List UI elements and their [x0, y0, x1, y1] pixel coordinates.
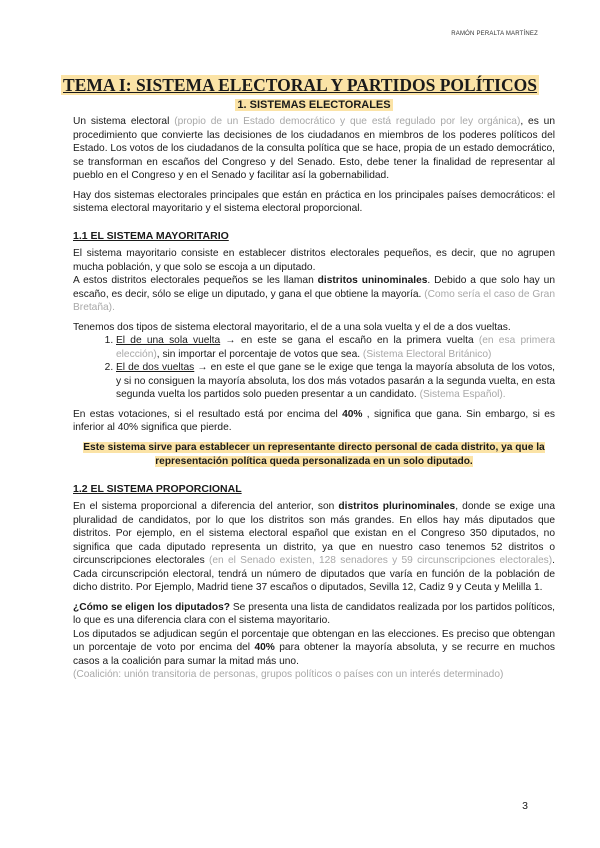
list-item-title: El de dos vueltas — [116, 362, 195, 373]
gray-note: (Sistema Español). — [419, 389, 506, 400]
text-run: , sin importar el porcentaje de votos que sea. — [156, 348, 363, 360]
bold-term: distritos uninominales — [317, 275, 428, 286]
text-run: En el sistema proporcional a diferencia del anterior, son — [73, 501, 339, 512]
highlight-summary — [77, 441, 551, 469]
list-item — [116, 361, 555, 402]
section-heading-1-1: 1.1 EL SISTEMA MAYORITARIO — [73, 229, 229, 242]
bold-question: ¿Cómo se eligen los diputados? — [73, 601, 230, 613]
paragraph-mayoritario-1: El sistema mayoritario consiste en establecer distritos electorales pequeños, es decir, que no agrupen mucha población, y que solo se escoja a un diputado. — [73, 248, 555, 273]
list-item — [116, 334, 555, 361]
bold-term: distritos plurinominales — [338, 501, 456, 512]
document-body — [73, 98, 555, 688]
text-run: En estas votaciones, si el resultado está por encima del — [73, 408, 343, 420]
text-run: Los diputados se adjudican según el porcentaje que obtengan en las elecciones. Es preciso que obtengan un porcentaje de voto por encima del — [73, 628, 555, 653]
gray-note: (en esa primera elección) — [116, 335, 555, 360]
gray-note: (propio de un Estado democrático y que está regulado por ley orgánica) — [174, 116, 521, 127]
section-heading-1 — [73, 98, 555, 112]
page-title-text: TEMA I: SISTEMA ELECTORAL Y PARTIDOS POLÍTICOS — [63, 75, 537, 95]
header-author: RAMÓN PERALTA MARTÍNEZ — [451, 31, 538, 37]
text-run: → en este se gana el escaño en la primera vuelta — [220, 335, 479, 346]
bold-term: 40% — [254, 642, 275, 653]
section-heading-1-2: 1.2 EL SISTEMA PROPORCIONAL — [73, 482, 242, 495]
gray-note: (Sistema Electoral Británico) — [362, 348, 492, 360]
text-run: Un sistema electoral — [73, 116, 175, 127]
gray-note: (en el Senado existen, 128 senadores y 59 circunscripciones electorales) — [208, 555, 553, 566]
paragraph-types: Hay dos sistemas electorales principales que están en práctica en los principales países democráticos: el sistema electoral mayoritario y el sistema electoral proporcional. — [73, 189, 555, 214]
text-run: A estos distritos electorales pequeños se les llaman — [73, 275, 318, 286]
paragraph-proporcional-3 — [73, 628, 555, 669]
paragraph-coalicion-note: (Coalición: unión transitoria de personas, grupos políticos o países con un interés determinado) — [73, 669, 504, 680]
gray-note: (Como sería el caso de Gran Bretaña). — [73, 288, 555, 313]
list-item-title: El de una sola vuelta — [116, 335, 221, 346]
paragraph-mayoritario-3: Tenemos dos tipos de sistema electoral mayoritario, el de a una sola vuelta y el de a dos vueltas. — [73, 321, 511, 333]
text-run: , donde se exige una pluralidad de candidatos, por lo que los distritos son más grandes. En ellos hay más diputados que distritos. Por ejemplo, en el sistema electoral español que existan en el Congreso 350 diputados, no significa que cada diputado representa un distrito, ya que en nuestro caso tenemos 52 distritos o circunscripciones electorales — [73, 501, 556, 566]
paragraph-mayoritario-4 — [73, 408, 555, 435]
text-run: , es un procedimiento que convierte las decisiones de los ciudadanos en miembros de los poderes políticos del Estado. Los votos de los ciudadanos de la consulta política que se hace, propia de un estado democrático, se transforman en escaños del Congreso y del Senado. Esto, debe tener la finalidad de representar al pueblo en el Congreso y en el Senado y facilitar así la gobernabilidad. — [73, 116, 555, 181]
text-run: . Debido a que solo hay un escaño, es decir, sólo se elige un diputado, y gana el que obtiene la mayoría. — [73, 275, 555, 300]
section-heading-1-text: 1. SISTEMAS ELECTORALES — [237, 99, 391, 111]
paragraph-proporcional-1 — [73, 500, 555, 595]
page-title — [0, 74, 600, 96]
paragraph-definition — [73, 115, 555, 183]
text-run: → en este el que gane se le exige que tenga la mayoría absoluta de los votos, y si no consiguen la mayoría absoluta, los dos más votados pasarán a la segunda vuelta, en esta segunda vuelta los partidos solo pueden presentar a un candidato. — [116, 362, 555, 400]
paragraph-mayoritario-2 — [73, 274, 555, 315]
bold-term: 40% — [342, 408, 363, 420]
highlight-text: Este sistema sirve para establecer un representante directo personal de cada distrito, ya que la representación política queda personalizada en un solo diputado. — [83, 441, 545, 467]
text-run: para obtener la mayoría absoluta, y se recurre en muchos casos a la coalición para sumar la mitad más uno. — [73, 642, 556, 667]
text-run: , significa que gana. Sin embargo, si es inferior al 40% significa que pierde. — [73, 408, 555, 433]
vueltas-list — [73, 334, 555, 402]
paragraph-proporcional-2 — [73, 601, 555, 628]
text-run: . Cada circunscripción electoral, tendrá un número de diputados que varía en función de la población de dicho distrito. Por Ejemplo, Madrid tiene 37 escaños o diputados, Sevilla 12, Cadiz 9 y Ceuta y Melilla 1. — [73, 555, 556, 593]
page-number: 3 — [522, 800, 528, 812]
text-run: Se presenta una lista de candidatos realizada por los partidos políticos, lo que es una diferencia clara con el sistema mayoritario. — [73, 601, 555, 626]
